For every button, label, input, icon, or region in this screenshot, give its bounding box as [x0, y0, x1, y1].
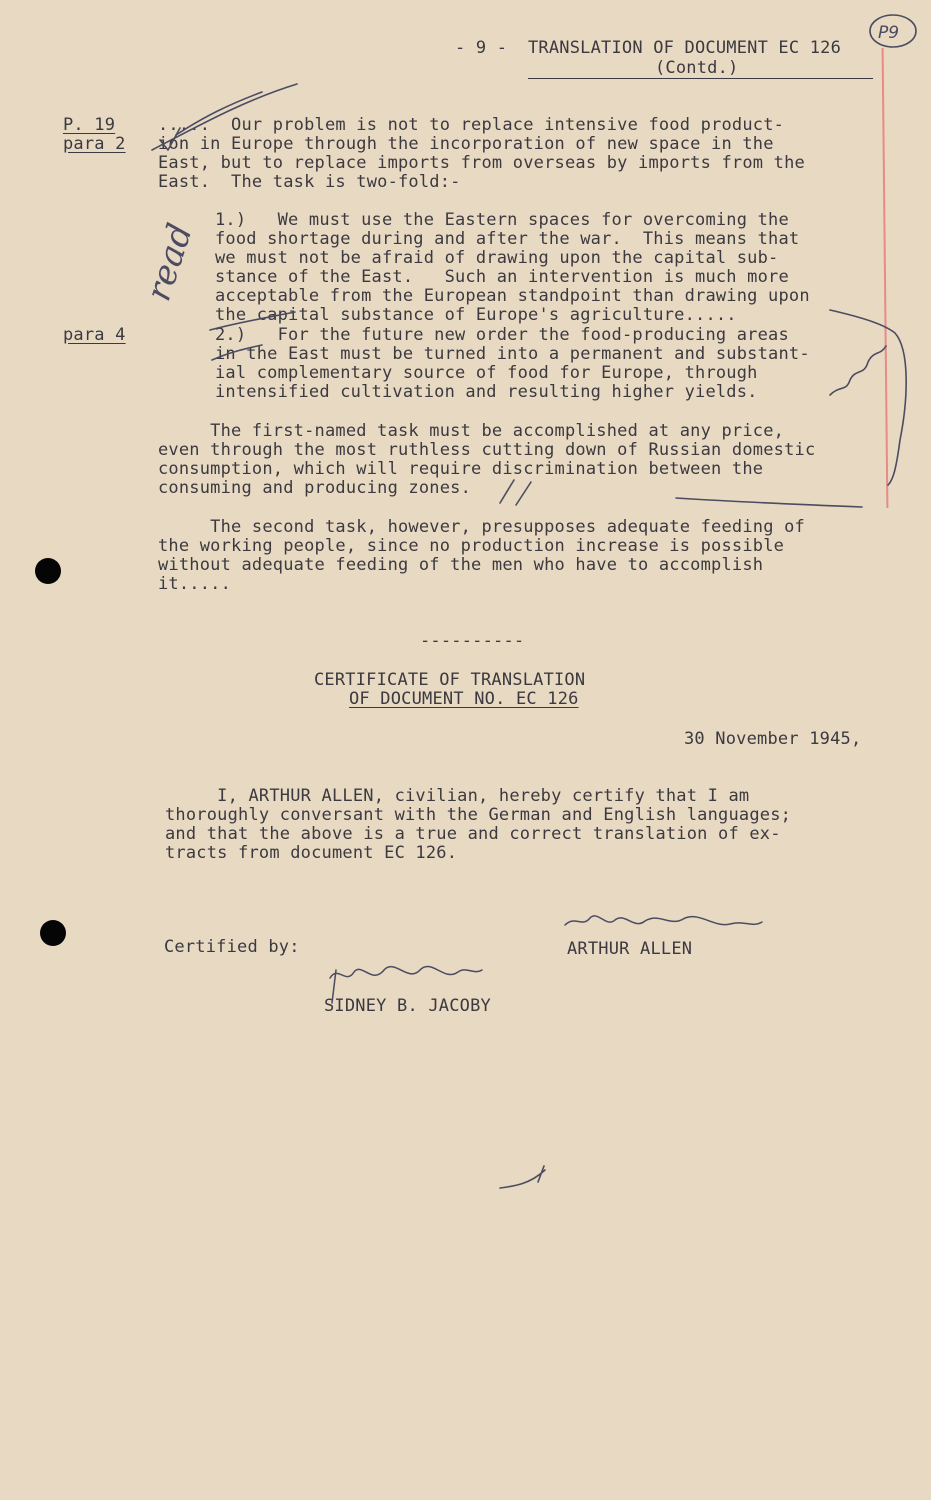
- translator-name: ARTHUR ALLEN: [567, 939, 693, 959]
- pen-bracket-stroke: [830, 310, 906, 485]
- signature-stroke: [565, 916, 762, 925]
- text-line: stance of the East. Such an intervention is much more: [215, 267, 789, 287]
- pen-squiggle-stroke: [830, 346, 886, 395]
- document-title-contd: (Contd.): [655, 58, 739, 78]
- text-line: East. The task is two-fold:-: [158, 172, 461, 192]
- pen-double-slash: [500, 480, 514, 503]
- pen-bracket-stroke: [676, 498, 862, 507]
- pen-double-slash: [516, 482, 531, 505]
- certificate-title: CERTIFICATE OF TRANSLATION: [314, 670, 586, 690]
- text-line: ion in Europe through the incorporation of new space in the: [158, 134, 774, 154]
- text-line: intensified cultivation and resulting higher yields.: [215, 382, 758, 402]
- text-line: even through the most ruthless cutting down of Russian domestic: [158, 440, 816, 460]
- pen-slash-stroke: [210, 312, 295, 330]
- text-line: tracts from document EC 126.: [165, 843, 458, 863]
- pen-check-stroke: [160, 128, 180, 150]
- signature-stroke: [330, 967, 482, 978]
- text-line: without adequate feeding of the men who have to accomplish: [158, 555, 764, 575]
- text-line: ial complementary source of food for Europe, through: [215, 363, 758, 383]
- text-line: consuming and producing zones.: [158, 478, 472, 498]
- certificate-date: 30 November 1945,: [684, 729, 862, 749]
- text-line: East, but to replace imports from overseas by imports from the: [158, 153, 805, 173]
- text-line: it.....: [158, 574, 232, 594]
- pen-slash-stroke-2: [176, 92, 262, 135]
- text-line: the capital substance of Europe's agriculture.....: [215, 305, 737, 325]
- text-line: acceptable from the European standpoint than drawing upon: [215, 286, 810, 306]
- text-line: The second task, however, presupposes adequate feeding of: [158, 517, 805, 537]
- margin-ref-para4: para 4: [63, 325, 126, 345]
- pen-initial-stroke: [500, 1166, 545, 1188]
- text-line: and that the above is a true and correct translation of ex-: [165, 824, 781, 844]
- text-line: 2.) For the future new order the food-producing areas: [215, 325, 789, 345]
- certifier-name: SIDNEY B. JACOBY: [324, 996, 491, 1016]
- text-line: consumption, which will require discrimination between the: [158, 459, 764, 479]
- text-line: I, ARTHUR ALLEN, civilian, hereby certify that I am: [165, 786, 750, 806]
- text-line: 1.) We must use the Eastern spaces for overcoming the: [215, 210, 789, 230]
- section-separator: ----------: [420, 631, 525, 651]
- stamp-text: P9: [878, 23, 900, 43]
- text-line: in the East must be turned into a permanent and substant-: [215, 344, 810, 364]
- text-line: thoroughly conversant with the German and English languages;: [165, 805, 792, 825]
- text-line: food shortage during and after the war. This means that: [215, 229, 800, 249]
- page-number: - 9 -: [455, 38, 518, 58]
- text-line: The first-named task must be accomplished at any price,: [158, 421, 785, 441]
- margin-ref-page: P. 19: [63, 115, 116, 135]
- margin-ref-para2: para 2: [63, 134, 126, 154]
- text-line: the working people, since no production increase is possible: [158, 536, 785, 556]
- certificate-subtitle: OF DOCUMENT NO. EC 126: [349, 689, 579, 709]
- handwritten-margin-note: read: [138, 218, 201, 306]
- text-line: ..... Our problem is not to replace intensive food product-: [158, 115, 785, 135]
- text-line: we must not be afraid of drawing upon the capital sub-: [215, 248, 779, 268]
- certified-by-label: Certified by:: [164, 937, 300, 957]
- document-title: TRANSLATION OF DOCUMENT EC 126: [528, 38, 842, 58]
- pen-slash-stroke: [212, 345, 262, 360]
